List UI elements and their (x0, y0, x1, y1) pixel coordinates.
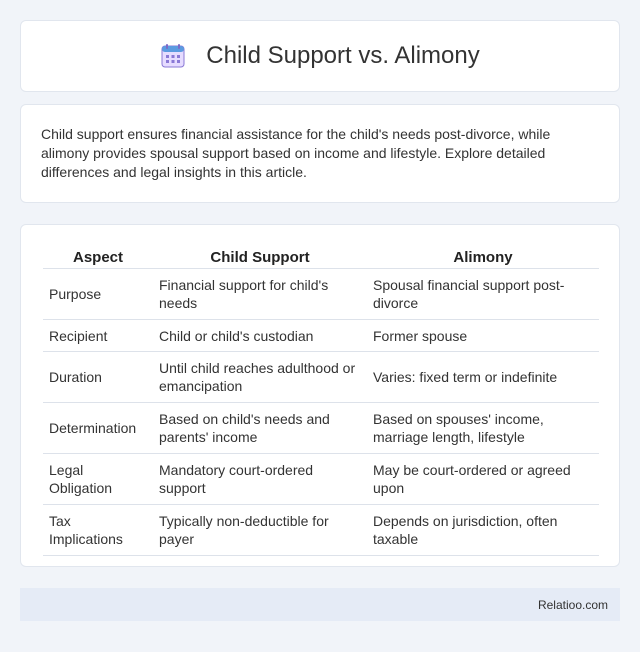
title-card (20, 20, 620, 92)
table-cell: Determination (43, 403, 153, 454)
intro-card (20, 104, 620, 203)
comparison-card (20, 224, 620, 567)
table-row (43, 269, 599, 320)
footer-brand: Relatioo.com (537, 597, 608, 612)
intro-text: Child support ensures financial assistance for the child's needs post-divorce, while alimony provides spousal support based on income and lifestyle. Explore detailed differences and legal insights in this article. (41, 126, 551, 180)
page-title: Child Support vs. Alimony (206, 42, 480, 69)
table-row (43, 320, 599, 352)
comparison-table (43, 247, 599, 556)
table-cell: May be court-ordered or agreed upon (367, 454, 599, 505)
table-header-row (43, 247, 599, 269)
calendar-icon (160, 43, 186, 69)
table-cell: Mandatory court-ordered support (153, 454, 367, 505)
table-cell: Financial support for child's needs (153, 269, 367, 320)
table-cell: Depends on jurisdiction, often taxable (367, 505, 599, 556)
column-header: Alimony (367, 247, 599, 269)
table-cell: Based on child's needs and parents' income (153, 403, 367, 454)
table-cell: Legal Obligation (43, 454, 153, 505)
table-cell: Purpose (43, 269, 153, 320)
table-cell: Former spouse (367, 320, 599, 352)
table-cell: Until child reaches adulthood or emancipation (153, 352, 367, 403)
table-cell: Duration (43, 352, 153, 403)
column-header: Aspect (43, 247, 153, 269)
table-cell: Child or child's custodian (153, 320, 367, 352)
column-header: Child Support (153, 247, 367, 269)
table-cell: Recipient (43, 320, 153, 352)
table-cell: Spousal financial support post-divorce (367, 269, 599, 320)
table-cell: Varies: fixed term or indefinite (367, 352, 599, 403)
footer (20, 588, 620, 621)
table-row (43, 454, 599, 505)
table-cell: Tax Implications (43, 505, 153, 556)
table-row (43, 505, 599, 556)
table-cell: Typically non-deductible for payer (153, 505, 367, 556)
table-cell: Based on spouses' income, marriage length, lifestyle (367, 403, 599, 454)
table-row (43, 403, 599, 454)
table-row (43, 352, 599, 403)
